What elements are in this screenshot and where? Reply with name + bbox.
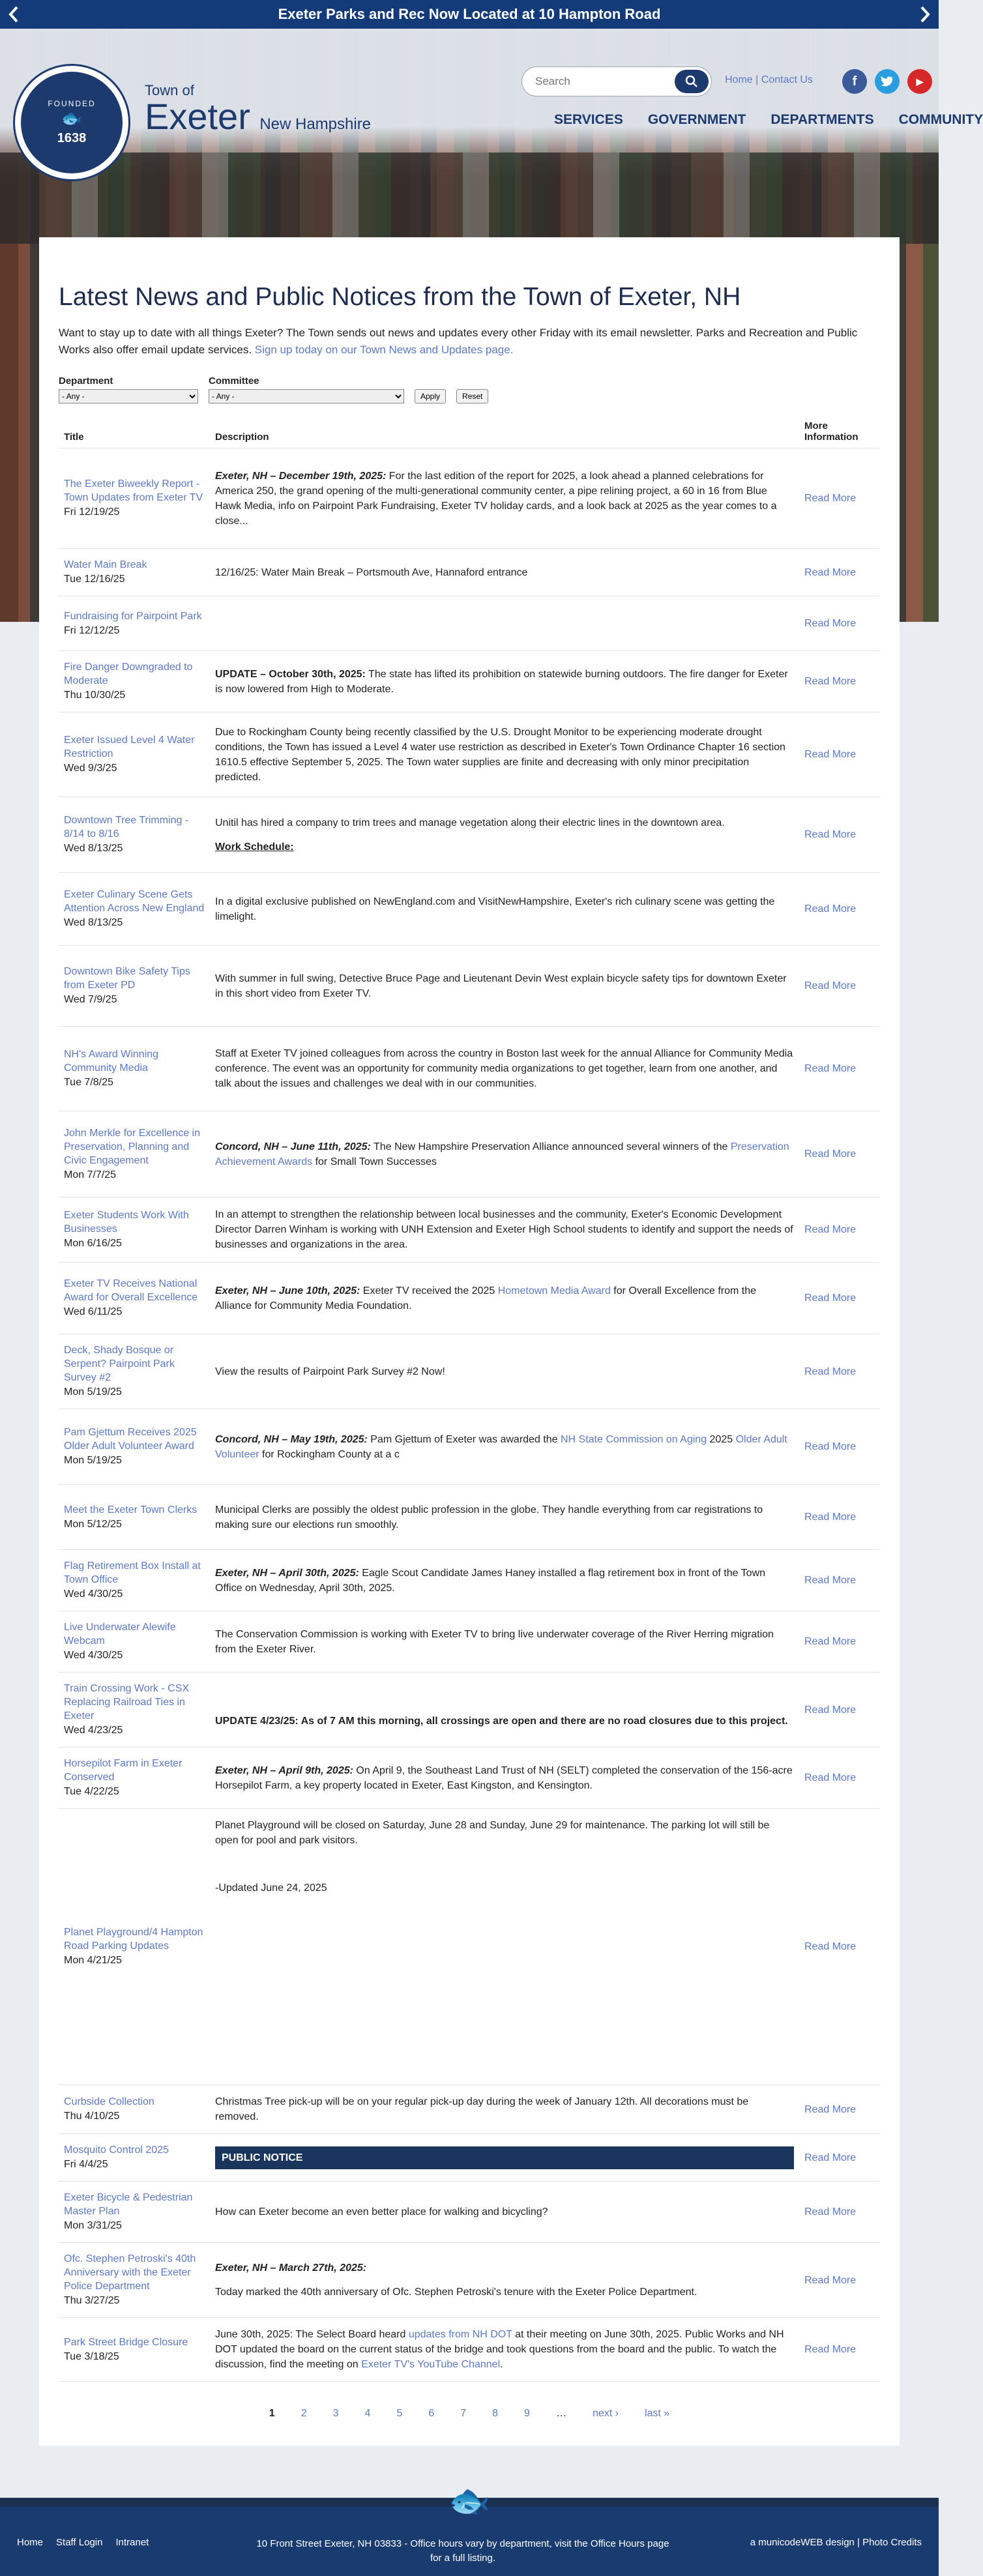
youtube-icon[interactable]: ▶ <box>907 69 932 94</box>
intro-body: Want to stay up to date with all things Exeter? The Town sends out news and updates every other Friday with its email newsletter. Parks and Recreation and Public Works also offer email update services. <box>59 327 858 356</box>
read-more-link[interactable]: Read More <box>804 1063 857 1074</box>
commission-on-aging-link[interactable]: NH State Commission on Aging <box>560 1433 707 1445</box>
preservation-awards-link[interactable]: Preservation Achievement Awards <box>215 1141 789 1167</box>
read-more-link[interactable]: Read More <box>804 903 857 915</box>
table-row <box>59 596 880 651</box>
table-row <box>59 1550 880 1611</box>
news-lead: UPDATE – October 30th, 2025: <box>215 668 366 680</box>
read-more-link[interactable]: Read More <box>804 1772 857 1783</box>
chevron-right-icon[interactable] <box>914 0 936 29</box>
news-description: Planet Playground will be closed on Saturday, June 28 and Sunday, June 29 for maintenance. The parking lot will still be open for pool and park visitors. <box>215 1820 770 1846</box>
news-table <box>59 414 880 2382</box>
seal-founded-text: FOUNDED <box>48 99 96 108</box>
seal-inner <box>21 72 123 173</box>
read-more-link[interactable]: Read More <box>804 1149 857 1160</box>
read-more-link[interactable]: Read More <box>804 1512 857 1523</box>
town-seal[interactable] <box>13 64 130 181</box>
table-row <box>59 1485 880 1550</box>
site-footer <box>0 2481 939 2576</box>
brand-town-of: Town of <box>145 82 194 98</box>
search-icon <box>685 75 698 88</box>
table-row <box>59 1027 880 1111</box>
newsletter-signup-link[interactable]: Sign up today on our Town News and Updates page. <box>254 344 514 356</box>
news-title-link[interactable]: Flag Retirement Box Install at Town Office <box>64 1560 201 1585</box>
nav-services[interactable]: SERVICES <box>554 112 623 127</box>
committee-select[interactable] <box>209 389 404 403</box>
read-more-link[interactable]: Read More <box>804 829 857 840</box>
pagination <box>59 2408 880 2420</box>
news-lead: Exeter, NH – April 9th, 2025: <box>215 1764 353 1776</box>
news-date: Fri 12/12/25 <box>64 624 120 636</box>
table-row <box>59 1409 880 1485</box>
news-date: Wed 8/13/25 <box>64 917 123 928</box>
news-date: Thu 10/30/25 <box>64 690 126 701</box>
department-select[interactable] <box>59 389 198 403</box>
table-row <box>59 1673 880 1748</box>
reset-button[interactable]: Reset <box>456 389 488 403</box>
news-description: View the results of Pairpoint Park Survey #2 Now! <box>215 1366 445 1377</box>
read-more-link[interactable]: Read More <box>804 1366 857 1377</box>
nh-dot-updates-link[interactable]: updates from NH DOT <box>408 2329 512 2340</box>
table-row <box>59 549 880 596</box>
read-more-link[interactable]: Read More <box>804 2274 857 2286</box>
table-row <box>59 1611 880 1673</box>
news-lead: Exeter, NH – March 27th, 2025: <box>215 2262 367 2274</box>
brand-town-name: Exeter <box>145 96 250 137</box>
news-description: Unitil has hired a company to trim trees and manage vegetation along their electric lines in the downtown area. <box>215 817 725 828</box>
older-adult-volunteer-link[interactable]: Older Adult Volunteer <box>215 1433 787 1460</box>
news-title-link[interactable]: John Merkle for Excellence in Preservation, Planning and Civic Engagement <box>64 1127 200 1166</box>
page-link[interactable]: 7 <box>460 2408 467 2419</box>
news-description: Municipal Clerks are possibly the oldest public profession in the globe. They handle everything from car registrations to making sure our elections run smoothly. <box>215 1504 763 1530</box>
table-row <box>59 2318 880 2382</box>
news-date: Mon 5/19/25 <box>64 1455 122 1466</box>
search-input[interactable] <box>535 75 666 88</box>
news-title-link[interactable]: Downtown Tree Trimming - 8/14 to 8/16 <box>64 815 189 840</box>
table-row <box>59 1111 880 1197</box>
footer-home-link[interactable]: Home <box>17 2537 44 2548</box>
news-title-link[interactable]: Mosquito Control 2025 <box>64 2144 169 2156</box>
read-more-link[interactable]: Read More <box>804 2344 857 2355</box>
public-notice-banner: PUBLIC NOTICE <box>215 2146 794 2169</box>
news-description: Due to Rockingham County being recently classified by the U.S. Drought Monitor to be experiencing moderate drought conditions, the Town has issued a Level 4 water use restriction as described in Exeter's Town Ordinance Chapter 16 section 1610.5 effective September 5, 2025. The Town water supplies are finite and decreasing with only minor precipitation predicted. <box>215 726 785 783</box>
news-date: Mon 7/7/25 <box>64 1169 117 1180</box>
news-date: Thu 3/27/25 <box>64 2295 120 2306</box>
search-box <box>521 66 712 96</box>
news-description: In an attempt to strengthen the relationship between local businesses and the community, Exeter's Economic Development Director Darren Winham is working with UNH Extension and Exeter High School students to identify and support the needs of businesses and organizations in the area. <box>215 1209 793 1250</box>
next-page-link[interactable]: next › <box>592 2408 619 2419</box>
page-link[interactable]: 3 <box>332 2408 339 2419</box>
read-more-link[interactable]: Read More <box>804 749 857 760</box>
news-date: Wed 9/3/25 <box>64 763 117 774</box>
read-more-link[interactable]: Read More <box>804 566 857 578</box>
table-row <box>59 2085 880 2134</box>
news-description: June 30th, 2025: The Select Board heard <box>215 2329 409 2340</box>
news-title-link[interactable]: Fire Danger Downgraded to Moderate <box>64 662 193 686</box>
news-title-link[interactable]: Ofc. Stephen Petroski's 40th Anniversary with the Exeter Police Department <box>64 2253 196 2292</box>
fish-icon: 🐟 <box>448 2481 491 2520</box>
footer-address: 10 Front Street Exeter, NH 03833 - Office hours vary by department, visit the Office Hours page for a full listing. <box>256 2538 669 2564</box>
page-link[interactable]: 8 <box>492 2408 499 2419</box>
fish-icon: 🐟 <box>61 108 83 128</box>
news-date: Mon 3/31/25 <box>64 2220 122 2231</box>
news-title-link[interactable]: Deck, Shady Bosque or Serpent? Pairpoint Park Survey #2 <box>64 1345 175 1383</box>
news-description: The New Hampshire Preservation Alliance announced several winners of the <box>370 1141 731 1152</box>
news-date: Tue 7/8/25 <box>64 1077 113 1088</box>
site-brand[interactable] <box>145 82 372 137</box>
news-title-link[interactable]: Live Underwater Alewife Webcam <box>64 1622 176 1647</box>
news-title-link[interactable]: Exeter TV Receives National Award for Overall Excellence <box>64 1278 198 1303</box>
read-more-link[interactable]: Read More <box>804 980 857 991</box>
news-description: Exeter TV received the 2025 <box>360 1285 498 1296</box>
news-date: Tue 12/16/25 <box>64 574 125 585</box>
work-schedule-heading: Work Schedule: <box>215 841 294 853</box>
read-more-link[interactable]: Read More <box>804 2206 857 2217</box>
filter-bar <box>59 375 880 403</box>
hometown-media-award-link[interactable]: Hometown Media Award <box>497 1285 611 1296</box>
news-description: Today marked the 40th anniversary of Ofc. Stephen Petroski's tenure with the Exeter Police Department. <box>215 2287 697 2298</box>
header-more: More Information <box>799 414 880 448</box>
page-link[interactable]: 2 <box>301 2408 307 2419</box>
page-ellipsis: … <box>555 2408 566 2419</box>
nav-departments[interactable]: DEPARTMENTS <box>770 112 874 127</box>
table-row <box>59 712 880 797</box>
news-description: The Conservation Commission is working with Exeter TV to bring live underwater coverage of the River Herring migration from the Exeter River. <box>215 1628 774 1655</box>
table-row <box>59 873 880 946</box>
news-lead: Exeter, NH – December 19th, 2025: <box>215 470 387 482</box>
news-description: Staff at Exeter TV joined colleagues from across the country in Boston last week for the annual Alliance for Community Media conference. The event was an opportunity for community media organizations to get together, learn from one another, and talk about the issues and challenges we deal with in our communities. <box>215 1048 793 1089</box>
search-button[interactable] <box>675 70 709 93</box>
read-more-link[interactable]: Read More <box>804 1636 857 1647</box>
footer-staff-login-link[interactable]: Staff Login <box>56 2537 103 2548</box>
committee-label: Committee <box>209 375 259 387</box>
table-row <box>59 1748 880 1809</box>
read-more-link[interactable]: Read More <box>804 1704 857 1716</box>
news-date: Mon 6/16/25 <box>64 1238 122 1249</box>
news-title-link[interactable]: Exeter Culinary Scene Gets Attention Across New England <box>64 889 205 914</box>
alert-link[interactable]: Exeter Parks and Rec Now Located at 10 Hampton Road <box>278 6 661 22</box>
news-date: Thu 4/10/25 <box>64 2111 120 2122</box>
last-page-link[interactable]: last » <box>644 2408 670 2419</box>
news-description: UPDATE 4/23/25: As of 7 AM this morning, all crossings are open and there are no road closures due to this project. <box>215 1715 788 1727</box>
news-description-tail: for Overall Excellence from the Alliance for Community Media Foundation. <box>215 1285 757 1311</box>
news-description: Eagle Scout Candidate James Haney installed a flag retirement box in front of the Town Office on Wednesday, April 30th, 2025. <box>215 1567 766 1594</box>
news-description-tail: at their meeting on June 30th, 2025. Public Works and NH DOT updated the board on the current status of the bridge and took questions from the board and the public. To watch the discussion, find the meeting on <box>215 2329 784 2370</box>
news-date: Wed 4/23/25 <box>64 1725 123 1736</box>
news-description: How can Exeter become an even better place for walking and bicycling? <box>215 2206 548 2217</box>
read-more-link[interactable]: Read More <box>804 1575 857 1586</box>
table-row <box>59 651 880 712</box>
footer-intranet-link[interactable]: Intranet <box>115 2537 149 2548</box>
table-row <box>59 2243 880 2318</box>
table-header-row <box>59 414 880 448</box>
news-title-link[interactable]: Water Main Break <box>64 559 147 570</box>
news-lead: Exeter, NH – April 30th, 2025: <box>215 1567 359 1579</box>
table-row <box>59 2134 880 2182</box>
news-date: Wed 4/30/25 <box>64 1650 123 1661</box>
news-date: Fri 4/4/25 <box>64 2159 108 2170</box>
page-link[interactable]: 6 <box>428 2408 435 2419</box>
news-description: 12/16/25: Water Main Break – Portsmouth Ave, Hannaford entrance <box>215 566 528 578</box>
news-title-link[interactable]: NH's Award Winning Community Media <box>64 1049 159 1074</box>
news-title-link[interactable]: Exeter Students Work With Businesses <box>64 1210 189 1235</box>
page-current: 1 <box>269 2408 275 2419</box>
alert-bar <box>0 0 939 29</box>
read-more-link[interactable]: Read More <box>804 2152 857 2163</box>
read-more-link[interactable]: Read More <box>804 2103 857 2115</box>
twitter-icon[interactable] <box>875 69 900 94</box>
link-separator: | <box>756 74 759 85</box>
facebook-icon[interactable]: f <box>842 69 867 94</box>
utility-links <box>725 74 813 86</box>
table-row <box>59 946 880 1027</box>
news-title-link[interactable]: Horsepilot Farm in Exeter Conserved <box>64 1758 183 1783</box>
news-date: Wed 8/13/25 <box>64 843 123 854</box>
news-title-link[interactable]: Park Street Bridge Closure <box>64 2336 188 2348</box>
news-title-link[interactable]: Exeter Issued Level 4 Water Restriction <box>64 735 195 759</box>
youtube-channel-link[interactable]: Exeter TV's YouTube Channel <box>361 2359 501 2370</box>
header-title: Title <box>59 414 210 448</box>
news-title-link[interactable]: Planet Playground/4 Hampton Road Parking Updates <box>64 1927 203 1952</box>
news-description: On April 9, the Southeast Land Trust of NH (SELT) completed the conservation of the 156-acre Horsepilot Farm, a key property located in Exeter, East Kingston, and Kensington. <box>215 1764 793 1791</box>
table-row <box>59 2182 880 2243</box>
main-nav <box>554 112 983 128</box>
brand-state: New Hampshire <box>259 115 372 133</box>
intro-text <box>59 325 880 359</box>
news-date: Mon 5/19/25 <box>64 1386 122 1398</box>
hero-photo <box>0 153 939 244</box>
news-title-link[interactable]: Pam Gjettum Receives 2025 Older Adult Volunteer Award <box>64 1427 197 1452</box>
news-date: Fri 12/19/25 <box>64 506 120 518</box>
read-more-link[interactable]: Read More <box>804 676 857 687</box>
news-description: The state has lifted its prohibition on statewide burning outdoors. The fire danger for Exeter is now lowered from High to Moderate. <box>215 668 788 695</box>
news-date: Wed 7/9/25 <box>64 994 117 1005</box>
read-more-link[interactable]: Read More <box>804 1941 857 1952</box>
table-row <box>59 1809 880 2085</box>
table-row <box>59 448 880 549</box>
news-date: Tue 4/22/25 <box>64 1786 119 1797</box>
home-link[interactable]: Home <box>725 74 753 85</box>
page-link[interactable]: 4 <box>364 2408 371 2419</box>
nav-government[interactable]: GOVERNMENT <box>647 112 746 127</box>
table-row <box>59 1334 880 1409</box>
news-date: Tue 3/18/25 <box>64 2350 119 2362</box>
nav-community[interactable]: COMMUNITY <box>898 112 983 127</box>
news-date: Wed 6/11/25 <box>64 1306 123 1317</box>
news-description-tail2: for Rockingham County at a c <box>259 1448 400 1460</box>
news-date: Wed 4/30/25 <box>64 1588 123 1600</box>
contact-link[interactable]: Contact Us <box>761 74 813 85</box>
page-link[interactable]: 5 <box>396 2408 403 2419</box>
footer-credit[interactable]: a municodeWEB design | Photo Credits <box>750 2537 922 2548</box>
news-title-link[interactable]: Meet the Exeter Town Clerks <box>64 1504 198 1515</box>
news-updated-note: -Updated June 24, 2025 <box>215 1882 327 1894</box>
read-more-link[interactable]: Read More <box>804 1293 857 1304</box>
news-title-link[interactable]: Train Crossing Work - CSX Replacing Railroad Ties in Exeter <box>64 1683 190 1721</box>
table-row <box>59 1197 880 1263</box>
read-more-link[interactable]: Read More <box>804 1441 857 1452</box>
chevron-left-icon[interactable] <box>3 0 25 29</box>
news-description: Pam Gjettum of Exeter was awarded the <box>367 1433 561 1445</box>
department-label: Department <box>59 375 113 387</box>
news-date: Mon 5/12/25 <box>64 1518 122 1530</box>
news-title-link[interactable]: Curbside Collection <box>64 2096 154 2107</box>
news-description: With summer in full swing, Detective Bruce Page and Lieutenant Devin West explain bicycle safety tips for downtown Exeter in this short video from Exeter TV. <box>215 973 787 999</box>
table-row <box>59 1263 880 1334</box>
news-lead: Exeter, NH – June 10th, 2025: <box>215 1285 360 1296</box>
read-more-link[interactable]: Read More <box>804 1224 857 1235</box>
news-description-tail: 2025 <box>707 1433 736 1445</box>
footer-links <box>17 2537 149 2548</box>
main-content <box>39 237 900 2446</box>
page-link[interactable]: 9 <box>524 2408 530 2419</box>
apply-button[interactable]: Apply <box>415 389 446 403</box>
news-title-link[interactable]: Downtown Bike Safety Tips from Exeter PD <box>64 966 190 991</box>
news-description: For the last edition of the report for 2025, a look ahead a planned celebrations for America 250, the grand opening of the multi-generational community center, a pipe relining project, a 60 in 16 from Blue Hawk Media, info on Pairpoint Park Fundraising, Exeter TV holiday cards, and a look back at 2025 as the year comes to a close... <box>215 470 777 527</box>
news-title-link[interactable]: Fundraising for Pairpoint Park <box>64 610 202 622</box>
news-lead: Concord, NH – May 19th, 2025: <box>215 1433 368 1445</box>
news-title-link[interactable]: The Exeter Biweekly Report - Town Updates from Exeter TV <box>64 478 203 503</box>
news-date: Mon 4/21/25 <box>64 1955 122 1966</box>
header-description: Description <box>210 414 799 448</box>
news-description: Christmas Tree pick-up will be on your regular pick-up day during the week of January 12th. All decorations must be removed. <box>215 2096 749 2122</box>
news-description-tail: for Small Town Successes <box>312 1156 437 1167</box>
news-title-link[interactable]: Exeter Bicycle & Pedestrian Master Plan <box>64 2192 193 2217</box>
read-more-link[interactable]: Read More <box>804 493 857 504</box>
news-lead: Concord, NH – June 11th, 2025: <box>215 1141 371 1152</box>
department-filter <box>59 375 198 403</box>
committee-filter <box>209 375 404 403</box>
seal-year-text: 1638 <box>57 131 87 145</box>
table-row <box>59 797 880 873</box>
news-description: In a digital exclusive published on NewEngland.com and VisitNewHampshire, Exeter's rich culinary scene was getting the limelight. <box>215 896 775 922</box>
read-more-link[interactable]: Read More <box>804 618 857 629</box>
news-description-tail2: . <box>500 2359 503 2370</box>
page-title: Latest News and Public Notices from the Town of Exeter, NH <box>59 283 741 311</box>
